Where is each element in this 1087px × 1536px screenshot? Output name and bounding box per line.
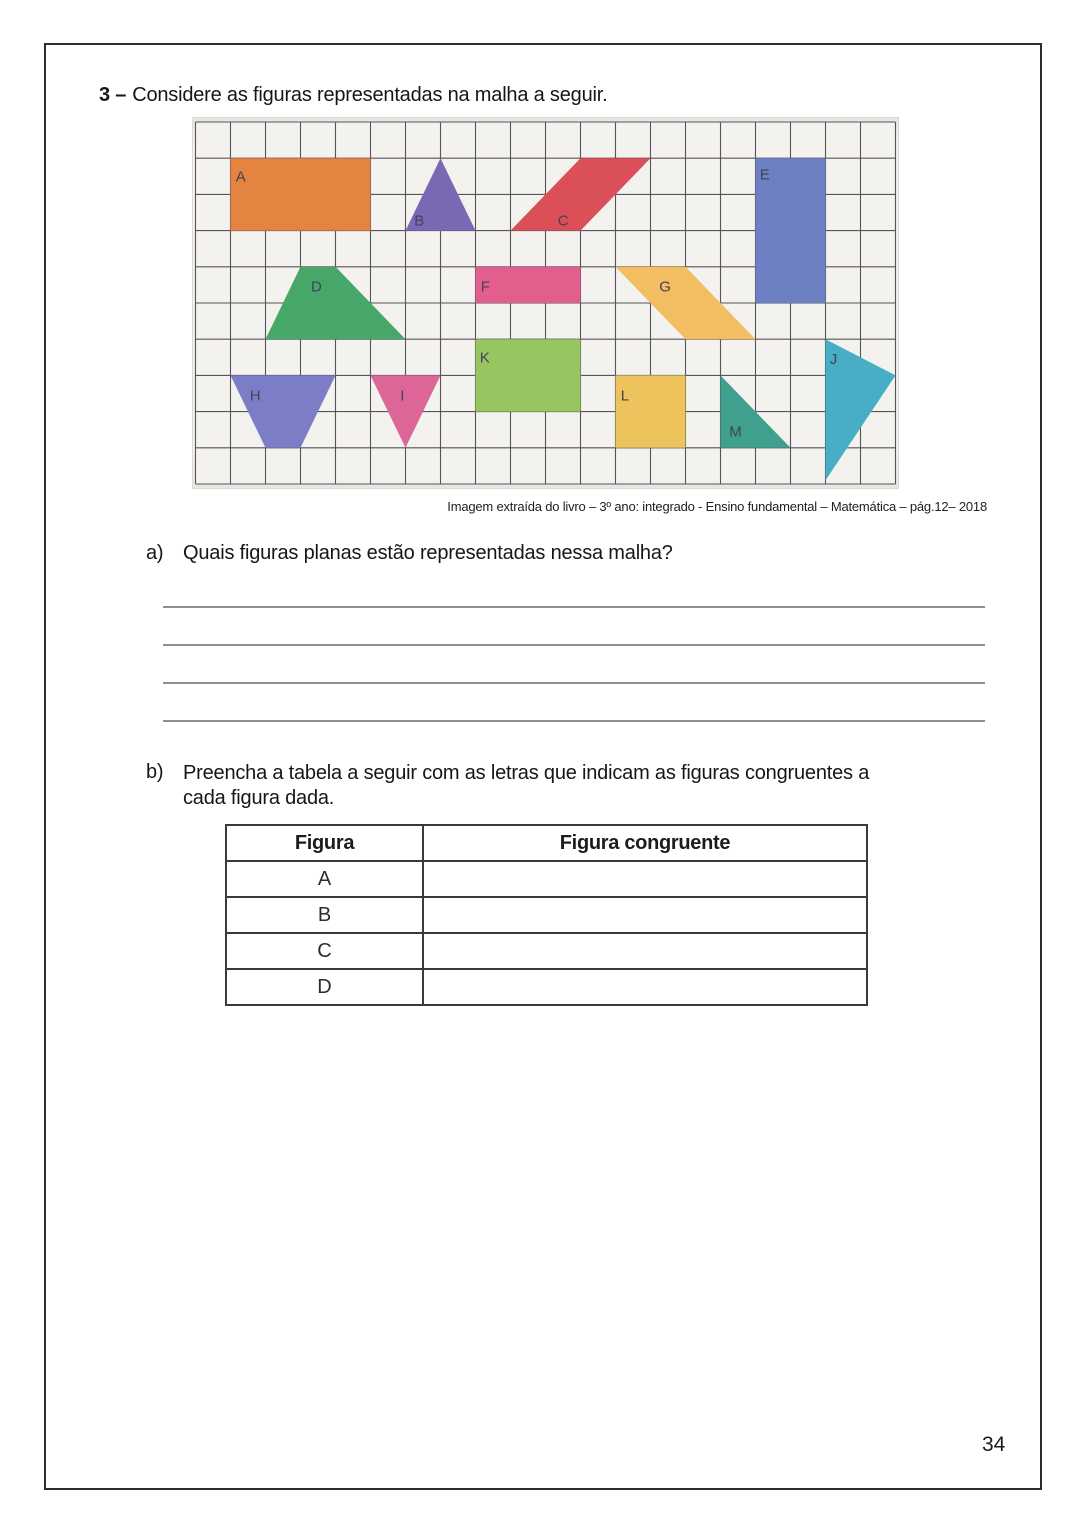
figure-cell: D: [226, 969, 423, 1005]
grid-shape-label-D: D: [311, 278, 322, 296]
congruent-cell: [423, 933, 867, 969]
table-header-row: [226, 825, 867, 861]
table-body: [226, 861, 867, 1005]
congruence-table: [225, 824, 868, 1006]
figure-cell: C: [226, 933, 423, 969]
congruent-cell: [423, 897, 867, 933]
answer-line: [163, 644, 985, 646]
question-number: 3 –: [99, 84, 127, 106]
grid-shape-label-F: F: [480, 278, 490, 296]
grid-shape-label-E: E: [759, 166, 770, 184]
answer-line: [163, 682, 985, 684]
table-header-figura-congruente: Figura congruente: [423, 825, 867, 861]
grid-shape-label-L: L: [620, 387, 630, 405]
part-b-question: [183, 761, 1023, 811]
part-a-answer-lines: [163, 606, 985, 728]
table-row: [226, 897, 867, 933]
part-a-question: Quais figuras planas estão representadas nessa malha?: [183, 542, 673, 564]
grid-shape-A: [231, 158, 371, 230]
grid-shape-label-J: J: [829, 351, 838, 369]
part-b-label: b): [146, 761, 164, 783]
grid-shape-label-A: A: [235, 168, 246, 186]
grid-shape-L: [616, 375, 686, 447]
answer-line: [163, 606, 985, 608]
grid-figure-image: [193, 118, 898, 488]
table-row: [226, 933, 867, 969]
figure-cell: B: [226, 897, 423, 933]
grid-shape-label-B: B: [414, 212, 425, 230]
table-row: [226, 969, 867, 1005]
grid-svg: [193, 118, 898, 488]
grid-shape-label-M: M: [729, 423, 742, 441]
grid-shape-label-G: G: [659, 278, 671, 296]
answer-line: [163, 720, 985, 722]
grid-shape-label-K: K: [479, 349, 490, 367]
part-b-question-line2: cada figura dada.: [183, 787, 335, 809]
grid-shape-label-C: C: [557, 212, 569, 230]
table-header-figura: Figura: [226, 825, 423, 861]
part-a-label: a): [146, 542, 164, 564]
grid-shape-label-I: I: [400, 387, 405, 405]
page-number: 34: [982, 1433, 1006, 1456]
grid-shape-F: [476, 267, 581, 303]
table-row: [226, 861, 867, 897]
part-b-question-line1: Preencha a tabela a seguir com as letras que indicam as figuras congruentes a: [183, 762, 870, 784]
image-caption: Imagem extraída do livro – 3º ano: integrado - Ensino fundamental – Matemática – pág.12– 2018: [447, 499, 987, 514]
question-title: [99, 84, 607, 107]
question-title-text: Considere as figuras representadas na malha a seguir.: [132, 84, 608, 106]
congruent-cell: [423, 861, 867, 897]
figure-cell: A: [226, 861, 423, 897]
congruent-cell: [423, 969, 867, 1005]
grid-shape-K: [476, 339, 581, 411]
grid-shape-label-H: H: [249, 387, 261, 405]
